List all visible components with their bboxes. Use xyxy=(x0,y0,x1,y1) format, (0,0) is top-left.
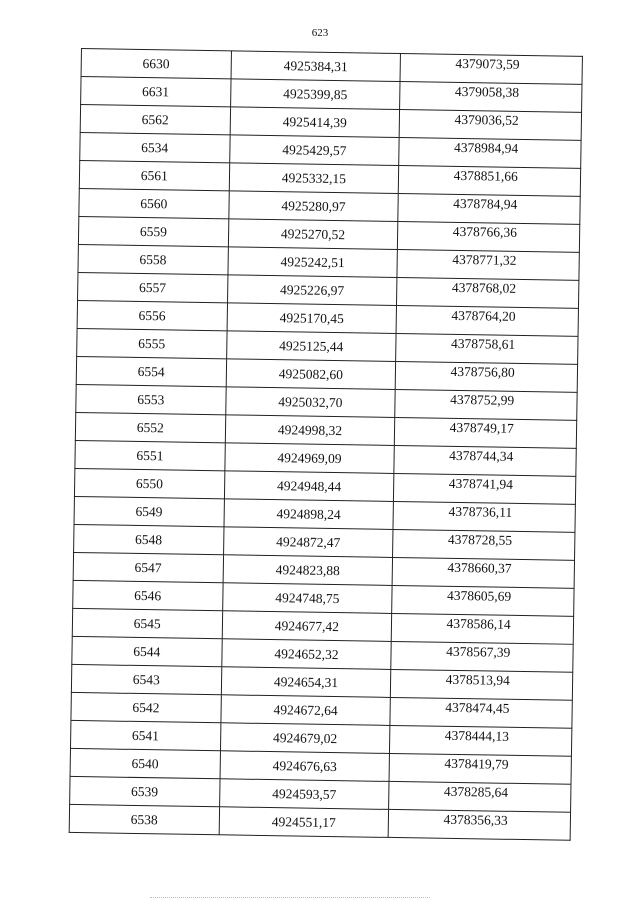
x-coordinate-cell xyxy=(224,443,394,474)
x-coordinate-text: 4925429,57 xyxy=(282,141,347,158)
x-coordinate-cell xyxy=(222,611,392,642)
y-coordinate-text: 4378851,66 xyxy=(453,167,518,184)
point-number-text: 6546 xyxy=(134,587,162,603)
y-coordinate-cell xyxy=(396,305,578,336)
x-coordinate-cell xyxy=(220,751,390,782)
point-number-cell xyxy=(78,272,228,302)
x-coordinate-text: 4924998,32 xyxy=(277,421,343,438)
point-number-text: 6543 xyxy=(132,671,160,687)
x-coordinate-text: 4924654,31 xyxy=(273,673,339,690)
point-number-cell xyxy=(71,664,221,694)
x-coordinate-cell xyxy=(220,695,390,726)
point-number-text: 6545 xyxy=(133,615,161,631)
y-coordinate-cell xyxy=(391,641,573,672)
x-coordinate-cell xyxy=(229,163,399,194)
coordinates-table-body xyxy=(69,49,582,841)
y-coordinate-text: 4379036,52 xyxy=(454,111,519,128)
y-coordinate-cell xyxy=(399,138,581,169)
page-number: 623 xyxy=(311,27,329,39)
x-coordinate-text: 4925170,45 xyxy=(279,309,344,326)
point-number-text: 6630 xyxy=(142,55,170,71)
point-number-cell xyxy=(73,552,223,582)
y-coordinate-text: 4378419,79 xyxy=(444,755,509,772)
x-coordinate-text: 4924823,88 xyxy=(275,561,340,578)
x-coordinate-cell xyxy=(219,807,389,838)
y-coordinate-cell xyxy=(393,501,575,532)
x-coordinate-text: 4924898,24 xyxy=(276,505,341,522)
x-coordinate-cell xyxy=(227,275,397,306)
y-coordinate-text: 4378474,45 xyxy=(445,699,510,716)
y-coordinate-text: 4378984,94 xyxy=(453,139,519,156)
y-coordinate-text: 4379073,59 xyxy=(455,55,520,72)
y-coordinate-cell xyxy=(396,361,578,392)
x-coordinate-cell xyxy=(226,359,396,390)
x-coordinate-cell xyxy=(226,331,396,362)
x-coordinate-text: 4925226,97 xyxy=(280,281,345,298)
y-coordinate-text: 4378758,61 xyxy=(450,335,516,352)
point-number-cell xyxy=(79,188,229,218)
y-coordinate-text: 4378784,94 xyxy=(453,195,518,212)
point-number-text: 6538 xyxy=(130,811,158,827)
y-coordinate-cell xyxy=(398,222,580,253)
x-coordinate-cell xyxy=(219,779,389,810)
point-number-text: 6550 xyxy=(135,475,164,491)
x-coordinate-text: 4924679,02 xyxy=(272,729,338,746)
point-number-text: 6552 xyxy=(136,419,164,435)
y-coordinate-cell xyxy=(395,389,577,420)
y-coordinate-cell xyxy=(394,473,576,504)
x-coordinate-cell xyxy=(222,583,392,614)
y-coordinate-cell xyxy=(390,697,572,728)
x-coordinate-cell xyxy=(227,303,397,334)
point-number-cell xyxy=(72,608,222,638)
x-coordinate-text: 4924652,32 xyxy=(274,645,339,662)
y-coordinate-text: 4378356,33 xyxy=(443,811,508,828)
y-coordinate-cell xyxy=(398,194,580,225)
x-coordinate-text: 4925082,60 xyxy=(278,365,344,382)
x-coordinate-text: 4925032,70 xyxy=(278,393,343,410)
x-coordinate-cell xyxy=(224,499,394,530)
point-number-cell xyxy=(77,328,227,358)
coordinates-table xyxy=(69,48,583,841)
y-coordinate-cell xyxy=(397,249,579,280)
y-coordinate-text: 4378567,39 xyxy=(446,643,511,660)
y-coordinate-text: 4378513,94 xyxy=(445,671,510,688)
y-coordinate-text: 4379058,38 xyxy=(454,83,520,100)
point-number-cell xyxy=(70,720,220,750)
point-number-text: 6551 xyxy=(136,447,164,463)
x-coordinate-cell xyxy=(228,219,398,250)
y-coordinate-text: 4378728,55 xyxy=(447,531,513,548)
x-coordinate-text: 4925270,52 xyxy=(280,225,346,242)
point-number-cell xyxy=(71,692,221,722)
y-coordinate-text: 4378749,17 xyxy=(449,419,514,436)
y-coordinate-cell xyxy=(395,417,577,448)
x-coordinate-text: 4924969,09 xyxy=(277,449,342,466)
x-coordinate-text: 4924872,47 xyxy=(276,533,341,550)
x-coordinate-text: 4925399,85 xyxy=(283,85,348,102)
y-coordinate-cell xyxy=(400,82,582,113)
x-coordinate-text: 4925280,97 xyxy=(281,197,346,214)
y-coordinate-text: 4378605,69 xyxy=(446,587,512,604)
y-coordinate-text: 4378586,14 xyxy=(446,615,511,632)
point-number-text: 6540 xyxy=(131,755,159,771)
x-coordinate-cell xyxy=(228,247,398,278)
point-number-cell xyxy=(80,105,230,135)
point-number-cell xyxy=(75,440,225,470)
y-coordinate-text: 4378741,94 xyxy=(448,475,514,492)
y-coordinate-cell xyxy=(392,613,574,644)
x-coordinate-text: 4924677,42 xyxy=(274,617,340,634)
x-coordinate-cell xyxy=(223,555,393,586)
x-coordinate-text: 4924672,64 xyxy=(273,701,338,718)
point-number-cell xyxy=(73,580,223,610)
x-coordinate-cell xyxy=(225,415,395,446)
point-number-cell xyxy=(70,748,220,778)
x-coordinate-cell xyxy=(230,107,400,138)
y-coordinate-cell xyxy=(388,809,570,840)
y-coordinate-text: 4378766,36 xyxy=(452,223,518,240)
x-coordinate-cell xyxy=(229,135,399,166)
y-coordinate-cell xyxy=(391,669,573,700)
x-coordinate-cell xyxy=(231,51,401,82)
y-coordinate-text: 4378660,37 xyxy=(447,559,512,576)
point-number-text: 6562 xyxy=(141,111,169,127)
point-number-cell xyxy=(76,356,226,386)
point-number-cell xyxy=(69,804,219,834)
point-number-text: 6544 xyxy=(133,643,161,659)
point-number-text: 6558 xyxy=(139,251,167,267)
point-number-cell xyxy=(78,216,228,246)
y-coordinate-text: 4378736,11 xyxy=(448,503,513,520)
point-number-text: 6557 xyxy=(138,279,167,295)
point-number-cell xyxy=(79,160,229,190)
point-number-text: 6549 xyxy=(135,503,163,519)
point-number-cell xyxy=(78,244,228,274)
point-number-cell xyxy=(81,77,231,107)
y-coordinate-text: 4378752,99 xyxy=(450,391,515,408)
x-coordinate-text: 4925414,39 xyxy=(282,113,348,130)
point-number-cell xyxy=(77,300,227,330)
x-coordinate-cell xyxy=(228,191,398,222)
y-coordinate-cell xyxy=(396,333,578,364)
point-number-text: 6556 xyxy=(138,307,166,323)
point-number-text: 6631 xyxy=(141,83,170,99)
x-coordinate-text: 4924551,17 xyxy=(271,813,337,830)
point-number-text: 6541 xyxy=(131,727,160,743)
y-coordinate-text: 4378771,32 xyxy=(452,251,517,268)
point-number-text: 6561 xyxy=(140,167,168,183)
y-coordinate-text: 4378756,80 xyxy=(450,363,515,380)
y-coordinate-cell xyxy=(394,445,576,476)
x-coordinate-cell xyxy=(223,527,393,558)
y-coordinate-cell xyxy=(397,277,579,308)
y-coordinate-text: 4378764,20 xyxy=(451,307,516,324)
point-number-cell xyxy=(72,636,222,666)
x-coordinate-text: 4925384,31 xyxy=(283,57,348,74)
y-coordinate-text: 4378768,02 xyxy=(451,279,517,296)
y-coordinate-text: 4378285,64 xyxy=(443,783,509,800)
point-number-text: 6548 xyxy=(134,531,163,547)
point-number-cell xyxy=(74,496,224,526)
y-coordinate-cell xyxy=(389,781,571,812)
point-number-text: 6539 xyxy=(131,783,159,799)
x-coordinate-text: 4925242,51 xyxy=(280,253,345,270)
page-edge-mark xyxy=(150,897,430,898)
point-number-text: 6555 xyxy=(138,335,166,351)
y-coordinate-cell xyxy=(389,753,571,784)
y-coordinate-cell xyxy=(399,166,581,197)
x-coordinate-cell xyxy=(224,471,394,502)
point-number-cell xyxy=(74,468,224,498)
x-coordinate-cell xyxy=(230,79,400,110)
x-coordinate-cell xyxy=(221,667,391,698)
y-coordinate-cell xyxy=(393,529,575,560)
y-coordinate-cell xyxy=(390,725,572,756)
point-number-text: 6559 xyxy=(139,223,168,239)
point-number-cell xyxy=(75,412,225,442)
point-number-text: 6534 xyxy=(141,139,169,155)
x-coordinate-text: 4925332,15 xyxy=(281,169,347,186)
x-coordinate-cell xyxy=(225,387,395,418)
point-number-text: 6547 xyxy=(134,559,162,575)
x-coordinate-cell xyxy=(221,639,391,670)
point-number-cell xyxy=(81,49,231,79)
point-number-cell xyxy=(76,384,226,414)
x-coordinate-text: 4924593,57 xyxy=(272,785,337,802)
point-number-text: 6553 xyxy=(137,391,165,407)
point-number-cell xyxy=(80,132,230,162)
x-coordinate-cell xyxy=(220,723,390,754)
x-coordinate-text: 4925125,44 xyxy=(279,337,344,354)
coordinates-table-wrapper xyxy=(69,48,583,841)
y-coordinate-cell xyxy=(392,557,574,588)
x-coordinate-text: 4924748,75 xyxy=(275,589,340,606)
y-coordinate-cell xyxy=(400,54,582,85)
x-coordinate-text: 4924676,63 xyxy=(272,757,337,774)
y-coordinate-text: 4378444,13 xyxy=(444,727,510,744)
point-number-cell xyxy=(70,776,220,806)
point-number-text: 6542 xyxy=(132,699,160,715)
point-number-text: 6554 xyxy=(137,363,165,379)
x-coordinate-text: 4924948,44 xyxy=(276,477,342,494)
y-coordinate-cell xyxy=(392,585,574,616)
y-coordinate-cell xyxy=(399,110,581,141)
point-number-text: 6560 xyxy=(140,195,168,211)
y-coordinate-text: 4378744,34 xyxy=(449,447,514,464)
point-number-cell xyxy=(74,524,224,554)
